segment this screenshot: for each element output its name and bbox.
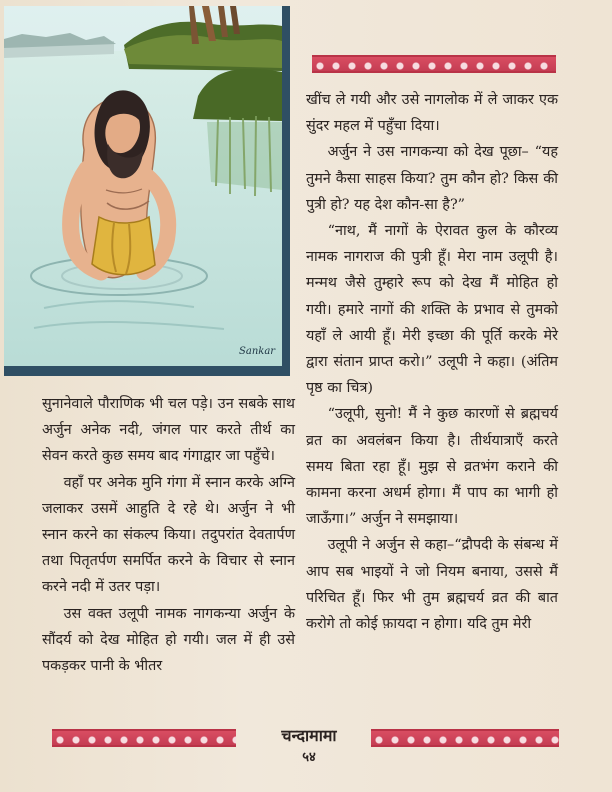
story-illustration [4,6,290,376]
right-text-column [306,87,558,637]
bottom-left-decorative-border [52,729,236,747]
left-text-column [42,391,295,679]
right-paragraph-3: “नाथ, मैं नागों के ऐरावत कुल के कौरव्य नामक नागराज की पुत्री हूँ। मेरा नाम उलूपी है। मन्मथ जैसे तुम्हारे रूप को देख मैं मोहित हो गयी। हमारे नागों की शक्ति के प्रभाव से तुमको यहाँ ले आयी हूँ। मेरी इच्छा की पूर्ति करके मेरे द्वारा संतान प्राप्त करो।” उलूपी ने कहा। (अंतिम पृष्ठ का चित्र) [306,223,558,397]
left-paragraph-2: वहाँ पर अनेक मुनि गंगा में स्नान करके अग्नि जलाकर उसमें आहुति दे रहे थे। अर्जुन ने भी स्नान करने का संकल्प किया। तदुपरांत देवतार्पण तथा पितृतर्पण समर्पित करने के विचार से स्नान करने नदी में उतर पड़ा। [42,474,295,596]
right-paragraph-4: “उलूपी, सुनो! मैं ने कुछ कारणों से ब्रह्मचर्य व्रत का अवलंबन किया है। तीर्थयात्राएँ करते समय बिता रहा हूँ। मुझ से व्रतभंग कराने की कामना करना अधर्म होगा। मैं पाप का भागी हो जाऊँगा।” अर्जुन ने समझाया। [306,406,558,528]
right-paragraph-1: खींच ले गयी और उसे नागलोक में ले जाकर एक सुंदर महल में पहुँचा दिया। [306,92,558,135]
left-paragraph-1: सुनानेवाले पौराणिक भी चल पड़े। उन सबके साथ अर्जुन अनेक नदी, जंगल पार करते तीर्थ का सेवन करते कुछ समय बाद गंगाद्वार जा पहुँचे। [42,396,295,465]
arjuna-river-illustration [4,6,282,366]
left-paragraph-3: उस वक्त उलूपी नामक नागकन्या अर्जुन के सौंदर्य को देख मोहित हो गयी। जल में ही उसे पकड़कर पानी के भीतर [42,605,295,675]
top-decorative-border [312,55,556,73]
page-number: ५४ [302,750,316,765]
right-paragraph-2: अर्जुन ने उस नागकन्या को देख पूछा– “यह तुमने कैसा साहस किया? तुम कौन हो? किस की पुत्री हो? यह देश कौन-सा है?” [306,144,558,213]
artist-signature: Sankar [239,346,276,357]
bottom-right-decorative-border [371,729,559,747]
right-paragraph-5: उलूपी ने अर्जुन से कहा–“द्रौपदी के संबन्ध में आप सब भाइयों ने जो नियम बनाया, उससे मैं परिचित हूँ। फिर भी तुम ब्रह्मचर्य व्रत की बात करोगे तो कोई फ़ायदा न होगा। यदि तुम मेरी [306,537,558,633]
magazine-title: चन्दामामा [281,726,337,745]
